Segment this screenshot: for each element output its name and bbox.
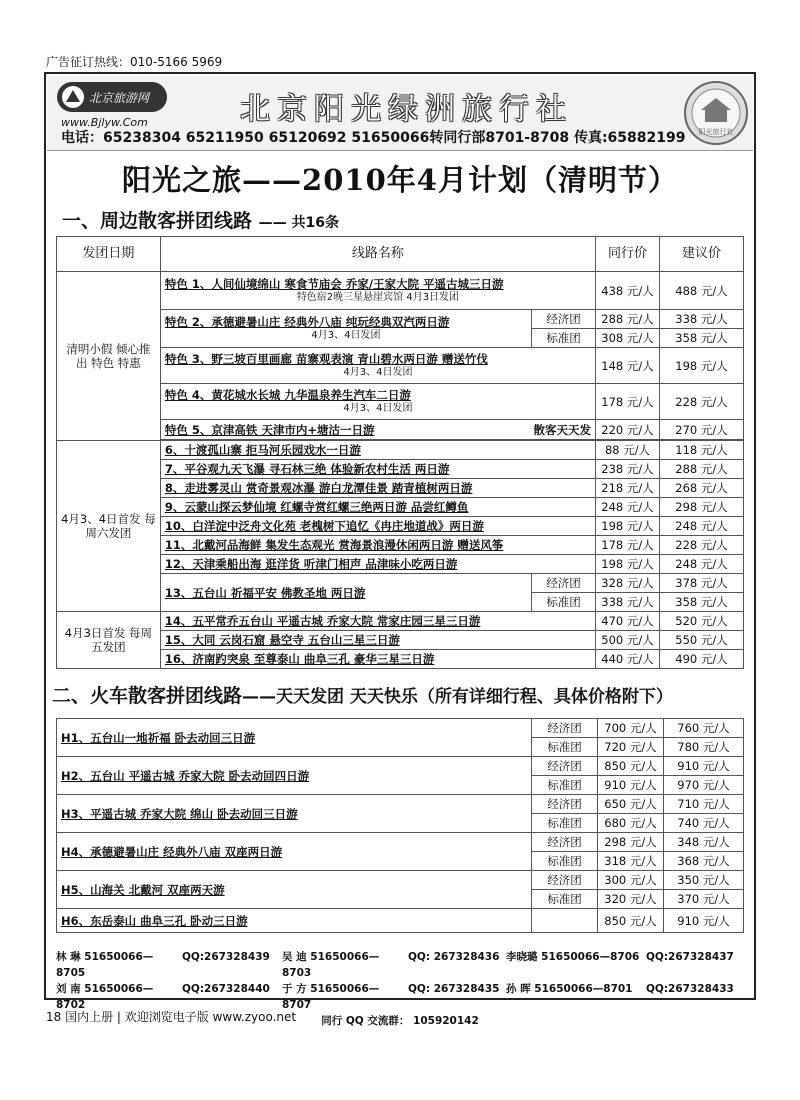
table-row (57, 719, 744, 738)
peer-price: 850 元/人 (598, 757, 664, 776)
table-row (57, 631, 744, 650)
peer-price: 300 元/人 (598, 871, 664, 890)
tour-type: 标准团 (532, 852, 598, 871)
peer-price: 238 元/人 (596, 460, 660, 479)
peer-price: 650 元/人 (598, 795, 664, 814)
tour-type: 经济团 (532, 574, 596, 593)
tour-type-empty (532, 909, 598, 933)
header-date: 发团日期 (57, 237, 161, 272)
table-row (57, 479, 744, 498)
date-cell: 4月3、4日首发 每周六发团 (57, 441, 161, 612)
emblem-text: 阳光旅行社 (698, 128, 734, 136)
suggested-price: 550 元/人 (660, 631, 744, 650)
section-1-count: —— 共16条 (258, 215, 339, 231)
contact-phone: 吴 迪 51650066—8703 (282, 951, 380, 979)
route-name[interactable]: H6、东岳泰山 曲阜三孔 卧动三日游 (57, 909, 532, 933)
peer-price: 198 元/人 (596, 517, 660, 536)
tour-type: 经济团 (532, 795, 598, 814)
route-name[interactable]: 16、济南趵突泉 至尊泰山 曲阜三孔 豪华三星三日游 (160, 650, 595, 669)
table-row (57, 384, 744, 420)
route-name[interactable]: 12、天津乘船出海 逛洋货 听津门相声 品津味小吃两日游 (160, 555, 595, 574)
peer-price: 88 元/人 (596, 441, 660, 460)
suggested-price: 760 元/人 (664, 719, 744, 738)
table-row (57, 650, 744, 669)
route-name[interactable]: 特色 1、人间仙境绵山 寒食节庙会 乔家/王家大院 平遥古城三日游 特色宿2晚三星悬崖宾馆 4月3日发团 (160, 272, 595, 310)
route-name[interactable]: 6、十渡孤山寨 拒马河乐园戏水一日游 (160, 441, 595, 460)
suggested-price: 520 元/人 (660, 612, 744, 631)
contact-qq: QQ:267328440 (182, 983, 270, 995)
route-name[interactable]: H2、五台山 平遥古城 乔家大院 卧去动回四日游 (57, 757, 532, 795)
header-suggested-price: 建议价 (660, 237, 744, 272)
tour-type: 经济团 (532, 310, 596, 329)
agency-emblem (683, 80, 749, 146)
route-name[interactable]: H4、承德避暑山庄 经典外八庙 双座两日游 (57, 833, 532, 871)
logo-text: 北京旅游网 (89, 91, 150, 105)
suggested-price: 348 元/人 (664, 833, 744, 852)
table-row (57, 441, 744, 460)
contact-row (56, 949, 744, 981)
peer-price: 910 元/人 (598, 776, 664, 795)
date-cell: 4月3日首发 每周五发团 (57, 612, 161, 669)
date-cell: 清明小假 倾心推出 特色 特惠 (57, 272, 161, 441)
logo-url[interactable]: www.Bjlyw.Com (61, 116, 148, 129)
tour-type: 标准团 (532, 814, 598, 833)
table-row (57, 909, 744, 933)
page-title: 阳光之旅——2010年4月计划（清明节） (122, 163, 678, 197)
route-name[interactable]: 10、白洋淀中泛舟文化苑 老槐树下追忆《冉庄地道战》两日游 (160, 517, 595, 536)
tour-type: 标准团 (532, 329, 596, 348)
header-route: 线路名称 (160, 237, 595, 272)
table-row (57, 517, 744, 536)
peer-price: 438 元/人 (596, 272, 660, 310)
contact-phone: 于 方 51650066—8707 (282, 983, 380, 1011)
tour-type: 经济团 (532, 757, 598, 776)
tour-type: 经济团 (532, 871, 598, 890)
table-row (57, 420, 744, 440)
route-name[interactable]: 8、走进雾灵山 赏奇景观冰瀑 游白龙潭佳景 踏青植树两日游 (160, 479, 595, 498)
suggested-price: 490 元/人 (660, 650, 744, 669)
table-row (57, 612, 744, 631)
suggested-price: 248 元/人 (660, 517, 744, 536)
agency-header (47, 76, 753, 151)
suggested-price: 488 元/人 (660, 272, 744, 310)
contact-qq: QQ: 267328436 (408, 951, 500, 963)
tour-type: 标准团 (532, 738, 598, 757)
table-row (57, 348, 744, 384)
peer-price: 318 元/人 (598, 852, 664, 871)
site-logo[interactable] (57, 82, 167, 116)
tour-type: 标准团 (532, 776, 598, 795)
suggested-price: 370 元/人 (664, 890, 744, 909)
peer-price: 328 元/人 (596, 574, 660, 593)
route-name[interactable]: H3、平遥古城 乔家大院 绵山 卧去动回三日游 (57, 795, 532, 833)
suggested-price: 358 元/人 (660, 329, 744, 348)
peer-price: 308 元/人 (596, 329, 660, 348)
suggested-price: 368 元/人 (664, 852, 744, 871)
header-peer-price: 同行价 (596, 237, 660, 272)
peer-price: 700 元/人 (598, 719, 664, 738)
route-name[interactable]: 7、平谷观九天飞瀑 寻石林三绝 体验新农村生活 两日游 (160, 460, 595, 479)
suggested-price: 198 元/人 (660, 348, 744, 384)
peer-price: 500 元/人 (596, 631, 660, 650)
peer-price: 198 元/人 (596, 555, 660, 574)
agency-name: 北京阳光绿洲旅行社 (240, 92, 573, 127)
page-footer: 18 国内上册 | 欢迎浏览电子版 www.zyoo.net (46, 1010, 297, 1024)
suggested-price: 910 元/人 (664, 909, 744, 933)
peer-price: 298 元/人 (598, 833, 664, 852)
route-name[interactable]: 特色 4、黄花城水长城 九华温泉养生汽车二日游 4月3、4日发团 (160, 384, 595, 420)
peer-price: 850 元/人 (598, 909, 664, 933)
weekend-routes-table (56, 236, 744, 669)
table-row (57, 795, 744, 814)
ad-hotline: 广告征订热线：010-5166 5969 (46, 55, 223, 69)
table-row (57, 498, 744, 517)
peer-price: 320 元/人 (598, 890, 664, 909)
section-2-heading (52, 681, 673, 708)
tour-type: 经济团 (532, 719, 598, 738)
route-name[interactable]: 11、北戴河品海鲜 集发生态观光 赏海景浪漫休闲两日游 赠送风筝 (160, 536, 595, 555)
table-row (57, 757, 744, 776)
suggested-price: 228 元/人 (660, 384, 744, 420)
peer-price: 720 元/人 (598, 738, 664, 757)
tour-type: 标准团 (532, 890, 598, 909)
peer-price: 440 元/人 (596, 650, 660, 669)
route-name[interactable]: 14、五平常乔五台山 平遥古城 乔家大院 常家庄园三星三日游 (160, 612, 595, 631)
table-row (57, 272, 744, 310)
table-row (57, 574, 744, 593)
contact-phone: 李晓璐 51650066—8706 (506, 951, 640, 963)
suggested-price: 358 元/人 (660, 593, 744, 612)
section-2-subtitle: ——天天发团 天天快乐（所有详细行程、具体价格附下） (242, 687, 673, 707)
table-row (57, 536, 744, 555)
tour-type: 标准团 (532, 593, 596, 612)
route-name[interactable]: 特色 5、京津高铁 天津市内+塘沽一日游 散客天天发 (160, 420, 595, 440)
suggested-price: 118 元/人 (660, 441, 744, 460)
peer-price: 178 元/人 (596, 384, 660, 420)
suggested-price: 710 元/人 (664, 795, 744, 814)
peer-price: 680 元/人 (598, 814, 664, 833)
peer-price: 338 元/人 (596, 593, 660, 612)
contact-phone: 刘 南 51650066—8702 (56, 983, 154, 1011)
suggested-price: 910 元/人 (664, 757, 744, 776)
contact-phones: 电话：65238304 65211950 65120692 51650066转同行部8701-8708 传真:65882199 (61, 130, 686, 146)
suggested-price: 270 元/人 (660, 420, 744, 440)
qq-group: 同行 QQ 交流群： 105920142 (321, 1015, 479, 1027)
section-1-title: 一、周边散客拼团线路 (62, 210, 253, 232)
suggested-price: 228 元/人 (660, 536, 744, 555)
train-routes-table (56, 718, 744, 933)
suggested-price: 350 元/人 (664, 871, 744, 890)
table-row (57, 555, 744, 574)
peer-price: 470 元/人 (596, 612, 660, 631)
table-header (57, 237, 744, 272)
peer-price: 148 元/人 (596, 348, 660, 384)
contact-qq: QQ:267328439 (182, 951, 270, 963)
contact-qq: QQ:267328437 (646, 951, 734, 963)
route-name[interactable]: 9、云蒙山探云梦仙境 红螺寺赏红螺三绝两日游 品尝红鳟鱼 (160, 498, 595, 517)
table-row (57, 833, 744, 852)
route-name[interactable]: H5、山海关 北戴河 双座两天游 (57, 871, 532, 909)
suggested-price: 970 元/人 (664, 776, 744, 795)
suggested-price: 288 元/人 (660, 460, 744, 479)
suggested-price: 298 元/人 (660, 498, 744, 517)
suggested-price: 248 元/人 (660, 555, 744, 574)
peer-price: 220 元/人 (596, 420, 660, 440)
peer-price: 288 元/人 (596, 310, 660, 329)
route-name[interactable]: H1、五台山一地祈福 卧去动回三日游 (57, 719, 532, 757)
peer-price: 178 元/人 (596, 536, 660, 555)
suggested-price: 740 元/人 (664, 814, 744, 833)
route-name[interactable]: 特色 2、承德避暑山庄 经典外八庙 纯玩经典双汽两日游 4月3、4日发团 (160, 310, 531, 348)
contact-phone: 孙 晖 51650066—8701 (506, 983, 633, 995)
peer-price: 218 元/人 (596, 479, 660, 498)
route-name[interactable]: 15、大同 云岗石窟 悬空寺 五台山三星三日游 (160, 631, 595, 650)
peer-price: 248 元/人 (596, 498, 660, 517)
tour-type: 经济团 (532, 833, 598, 852)
route-name[interactable]: 特色 3、野三坡百里画廊 苗寨观表演 青山碧水两日游 赠送竹伐 4月3、4日发团 (160, 348, 595, 384)
suggested-price: 378 元/人 (660, 574, 744, 593)
route-name[interactable]: 13、五台山 祈福平安 佛教圣地 两日游 (160, 574, 531, 612)
section-2-title: 二、火车散客拼团线路 (52, 685, 243, 707)
table-row (57, 460, 744, 479)
table-row (57, 871, 744, 890)
contact-qq: QQ:267328433 (646, 983, 734, 995)
contact-phone: 林 琳 51650066—8705 (56, 951, 154, 979)
table-row (57, 310, 744, 329)
suggested-price: 338 元/人 (660, 310, 744, 329)
section-1-heading (62, 206, 339, 233)
contact-qq: QQ: 267328435 (408, 983, 500, 995)
suggested-price: 780 元/人 (664, 738, 744, 757)
suggested-price: 268 元/人 (660, 479, 744, 498)
